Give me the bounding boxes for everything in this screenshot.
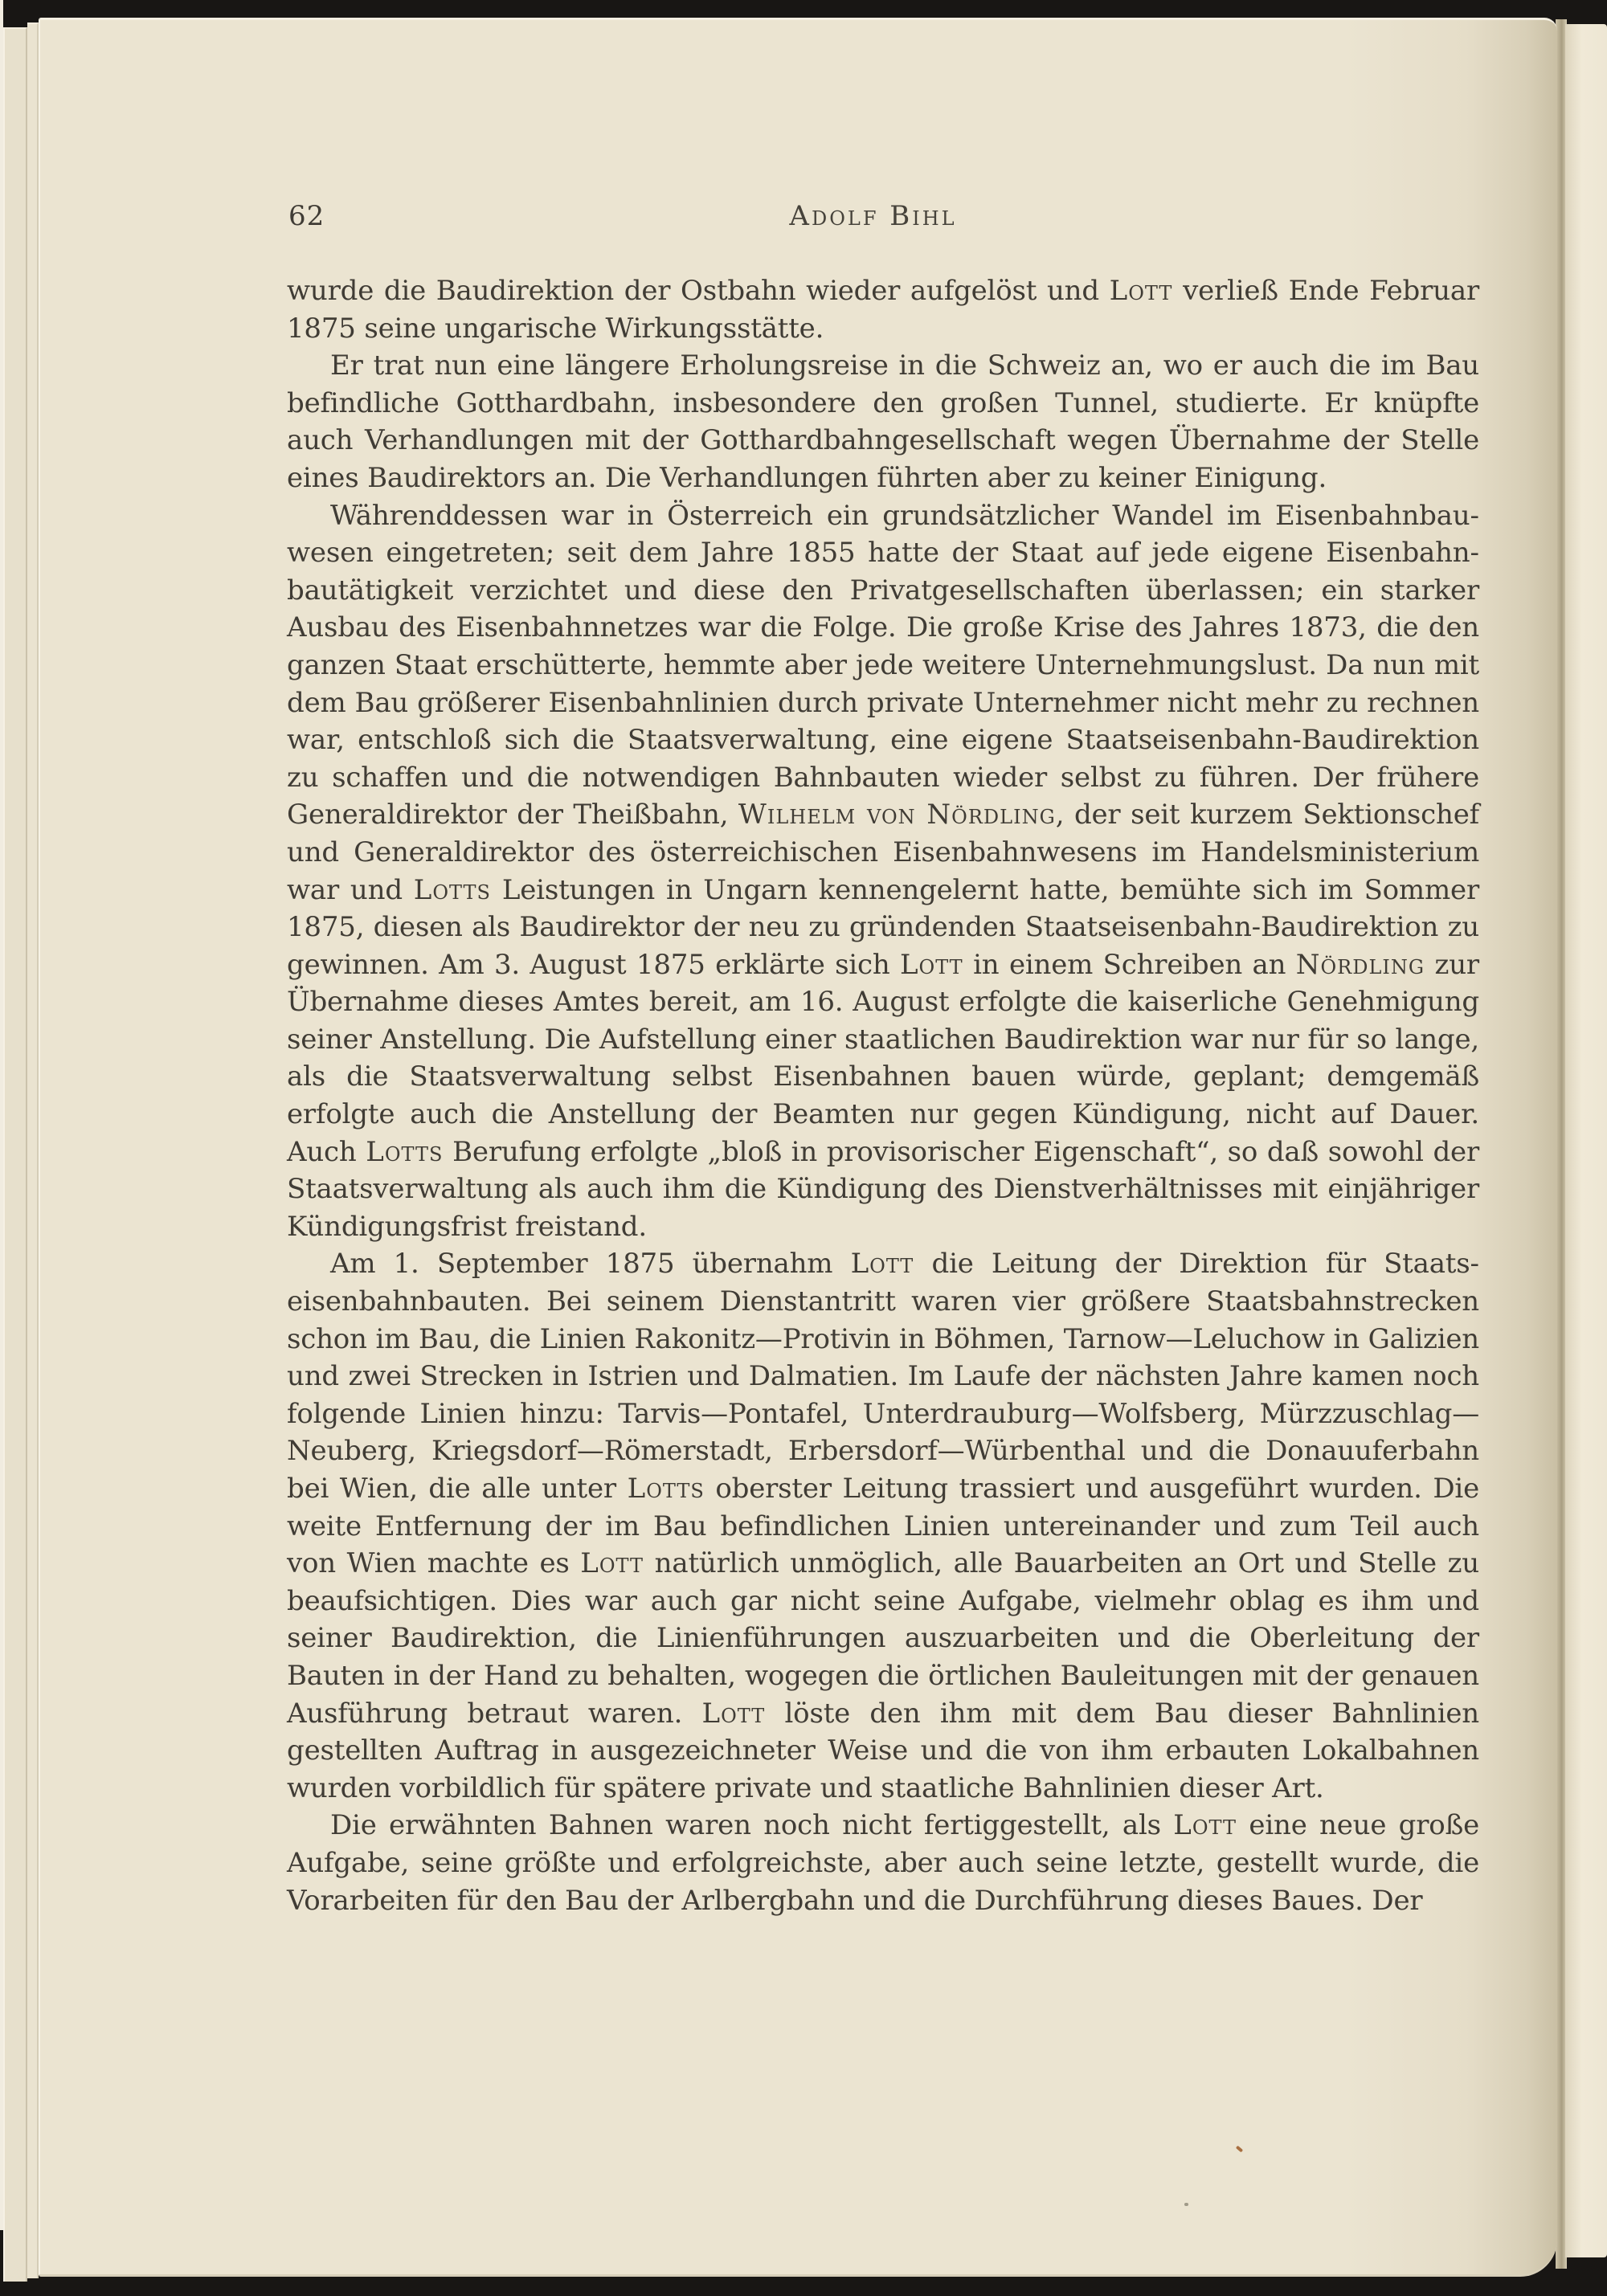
text-run: eine neue große Aufgabe, seine größte und erfolgreichste, aber auch seine letzte, gestellt wurde, die Vorarbeiten für den Bau der Arlbergbahn und die Durchführung dieses Baues. Der: [287, 1809, 1479, 1917]
small-caps-name: Lotts: [627, 1473, 705, 1505]
small-caps-name: Lott: [1173, 1809, 1237, 1842]
text-run: natürlich unmöglich, alle Bauarbeiten an Ort und Stelle zu beaufsichtigen. Dies war auch gar nicht seine Aufgabe, vielmehr oblag es ihm und seiner Baudirektion, die Linienführungen auszuarbeiten und die Oberleitung der Bauten in der Hand zu behalten, wogegen die örtlichen Bauleitungen mit der genauen Ausführung betraut waren.: [287, 1547, 1479, 1730]
paragraph: [287, 272, 1479, 347]
text-run: Am 1. September 1875 übernahm: [330, 1248, 851, 1281]
book-page: [39, 18, 1557, 2277]
text-block: [287, 200, 1479, 1919]
text-run: Leistungen in Ungarn kennengelernt hatte, bemühte sich im Sommer 1875, diesen als Baudirektor der neu zu gründenden Staatseisenbahn-Baudirektion zu gewinnen. Am 3. August 1875 erklärte sich: [287, 873, 1479, 981]
text-run: zur Übernahme dieses Amtes bereit, am 16. August erfolgte die kaiserliche Genehmigung seiner Anstellung. Die Aufstellung einer staatlichen Baudirektion war nur für so lange, als die Staatsverwaltung selbst Eisenbahnen bauen würde, geplant; demgemäß erfolgte auch die Anstellung der Beamten nur gegen Kündigung, nicht auf Dauer. Auch: [287, 948, 1479, 1168]
text-run: wurde die Baudirektion der Ostbahn wieder aufgelöst und: [287, 275, 1110, 307]
small-caps-name: Nördling: [1295, 948, 1425, 981]
dust-speck: [1236, 2146, 1243, 2153]
text-run: Berufung erfolgte „bloß in provisorischer Eigenschaft“, so daß sowohl der Staatsverwaltung als auch ihm die Kündigung des Dienstverhältnisses mit einjähriger Kündigungsfrist freistand.: [287, 1135, 1479, 1243]
body-text: [287, 272, 1479, 1919]
paragraph: [287, 347, 1479, 496]
small-caps-name: Lotts: [413, 873, 491, 906]
text-run: Er trat nun eine längere Erholungsreise in die Schweiz an, wo er auch die im Bau befindliche Gotthardbahn, insbesondere den großen Tunnel, studierte. Er knüpfte auch Verhandlungen mit der Gotthardbahngesellschaft wegen Übernahme der Stelle eines Baudirektors an. Die Verhandlungen führten aber zu keiner Einigung.: [287, 349, 1479, 494]
page-number: 62: [288, 200, 325, 232]
text-run: Die erwähnten Bahnen waren noch nicht fertiggestellt, als: [330, 1809, 1174, 1842]
paragraph: [287, 497, 1479, 1246]
paragraph: [287, 1807, 1479, 1919]
small-caps-name: Lott: [850, 1248, 914, 1281]
page-header: [287, 200, 1479, 232]
paragraph: [287, 1245, 1479, 1807]
small-caps-name: Lotts: [366, 1135, 444, 1168]
text-run: die Leitung der Direktion für Staatseisenbahnbauten. Bei seinem Dienstantritt waren vier größere Staatsbahnstrecken schon im Bau, die Linien Rakonitz—Protivin in Böhmen, Tarnow—Leluchow in Galizien und zwei Strecken in Istrien und Dalmatien. Im Laufe der nächsten Jahre kamen noch folgende Linien hinzu: Tarvis—Pontafel, Unterdrauburg—Wolfsberg, Mürzzuschlag—Neuberg, Kriegsdorf—Römerstadt, Erbersdorf—Würbenthal und die Donauuferbahn bei Wien, die alle unter: [287, 1248, 1480, 1505]
text-run: in einem Schreiben an: [963, 948, 1296, 981]
underlying-page-edge-2: [27, 22, 39, 2278]
small-caps-name: Lott: [701, 1697, 766, 1730]
dust-speck: [1184, 2203, 1188, 2206]
text-run: , der seit kurzem Sektionschef und Generaldirektor des österreichischen Eisenbahnwesens im Handelsministerium war und: [287, 799, 1479, 906]
text-run: löste den ihm mit dem Bau dieser Bahnlinien gestellten Auftrag in ausgezeichneter Weise und die von ihm erbauten Lokalbahnen wurden vorbildlich für spätere private und staatliche Bahnlinien dieser Art.: [287, 1697, 1479, 1804]
text-run: Währenddessen war in Österreich ein grundsätzlicher Wandel im Eisenbahnbauwesen eingetreten; seit dem Jahre 1855 hatte der Staat auf jede eigene Eisenbahnbautätigkeit verzichtet und diese den Privatgesellschaften überlassen; ein starker Ausbau des Eisenbahnnetzes war die Folge. Die große Krise des Jahres 1873, die den ganzen Staat erschütterte, hemmte aber jede weitere Unternehmungslust. Da nun mit dem Bau größerer Eisenbahnlinien durch private Unternehmer nicht mehr zu rechnen war, entschloß sich die Staatsverwaltung, eine eigene Staatseisenbahn-Baudirektion zu schaffen und die notwendigen Bahnbauten wieder selbst zu führen. Der frühere Generaldirektor der Theißbahn,: [287, 499, 1479, 831]
underlying-page-edge: [3, 27, 27, 2282]
running-title: Adolf Bihl: [789, 200, 957, 232]
small-caps-name: Wilhelm von Nördling: [738, 799, 1056, 831]
small-caps-name: Lott: [899, 948, 963, 981]
facing-page-edge: [1565, 24, 1607, 2257]
text-run: oberster Leitung trassiert und ausgeführt wurden. Die weite Entfernung der im Bau befindlichen Linien untereinander und zum Teil auch von Wien machte es: [287, 1473, 1479, 1580]
text-run: verließ Ende Februar 1875 seine ungarische Wirkungsstätte.: [287, 275, 1479, 345]
small-caps-name: Lott: [1109, 275, 1173, 307]
small-caps-name: Lott: [580, 1547, 644, 1580]
